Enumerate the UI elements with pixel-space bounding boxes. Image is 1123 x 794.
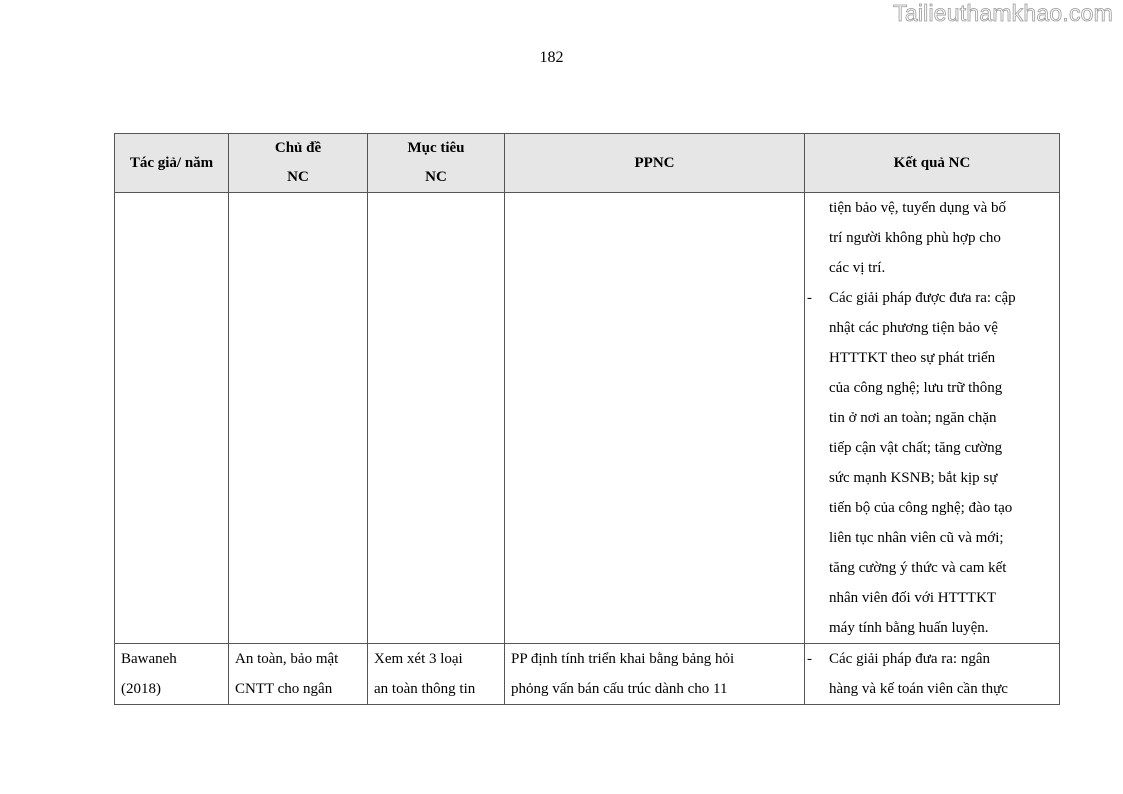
result-line: Các giải pháp được đưa ra: cập xyxy=(829,290,1016,306)
row1-topic-cell xyxy=(229,193,368,644)
result-line: HTTTKT theo sự phát triển xyxy=(829,350,996,366)
author-line: (2018) xyxy=(121,681,161,697)
table-row xyxy=(115,193,1060,644)
result-line: tiến bộ của công nghệ; đào tạo xyxy=(829,500,1013,516)
row2-result-cell xyxy=(805,644,1060,705)
bullet-dash: - xyxy=(807,651,812,667)
author-line: Bawaneh xyxy=(121,651,177,667)
method-line: phỏng vấn bán cấu trúc dành cho 11 xyxy=(511,681,728,697)
table-header-row xyxy=(115,134,1060,193)
result-line: liên tục nhân viên cũ và mới; xyxy=(829,530,1004,546)
result-line: máy tính bằng huấn luyện. xyxy=(829,620,989,636)
header-result xyxy=(805,134,1060,193)
row1-method-cell xyxy=(505,193,805,644)
topic-line: CNTT cho ngân xyxy=(235,681,333,697)
objective-line: Xem xét 3 loại xyxy=(374,651,463,667)
result-line: Các giải pháp đưa ra: ngân xyxy=(829,651,990,667)
header-method xyxy=(505,134,805,193)
header-topic-line1: Chủ đề xyxy=(274,140,322,156)
result-line: sức mạnh KSNB; bắt kịp sự xyxy=(829,470,998,486)
row2-objective-cell xyxy=(368,644,505,705)
result-line: tiện bảo vệ, tuyển dụng và bố xyxy=(829,200,1007,216)
header-topic xyxy=(229,134,368,193)
header-objective xyxy=(368,134,505,193)
result-line: tiếp cận vật chất; tăng cường xyxy=(829,440,1003,456)
header-method-text: PPNC xyxy=(634,154,675,171)
header-author-year xyxy=(115,134,229,193)
literature-table xyxy=(114,133,1060,705)
header-objective-line2: NC xyxy=(425,169,447,185)
method-line: PP định tính triển khai bằng bảng hỏi xyxy=(511,651,735,667)
row2-author-cell xyxy=(115,644,229,705)
result-line: hàng và kế toán viên cần thực xyxy=(829,681,1008,697)
result-line: nhật các phương tiện bảo vệ xyxy=(829,320,998,336)
header-result-text: Kết quả NC xyxy=(893,154,971,171)
row2-method-cell xyxy=(505,644,805,705)
header-author-year-text: Tác giả/ năm xyxy=(129,154,214,171)
row1-objective-cell xyxy=(368,193,505,644)
row1-result-cell xyxy=(805,193,1060,644)
page-number: 182 xyxy=(539,49,564,66)
bullet-dash: - xyxy=(807,290,812,306)
table-row xyxy=(115,644,1060,705)
result-line: của công nghệ; lưu trữ thông xyxy=(829,380,1003,396)
result-line: tin ở nơi an toàn; ngăn chặn xyxy=(829,410,997,426)
result-bullet-line xyxy=(807,644,1053,674)
header-topic-line2: NC xyxy=(287,169,309,185)
row1-author-cell xyxy=(115,193,229,644)
result-bullet-line xyxy=(807,283,1053,313)
watermark: Tailieuthamkhao.com xyxy=(893,0,1113,26)
result-line: nhân viên đối với HTTTKT xyxy=(829,590,997,606)
result-line: các vị trí. xyxy=(829,260,886,276)
objective-line: an toàn thông tin xyxy=(374,681,476,697)
result-line: tăng cường ý thức và cam kết xyxy=(829,560,1007,576)
topic-line: An toàn, bảo mật xyxy=(235,651,339,667)
header-objective-line1: Mục tiêu xyxy=(407,140,465,156)
result-line: trí người không phù hợp cho xyxy=(829,230,1001,246)
row2-topic-cell xyxy=(229,644,368,705)
